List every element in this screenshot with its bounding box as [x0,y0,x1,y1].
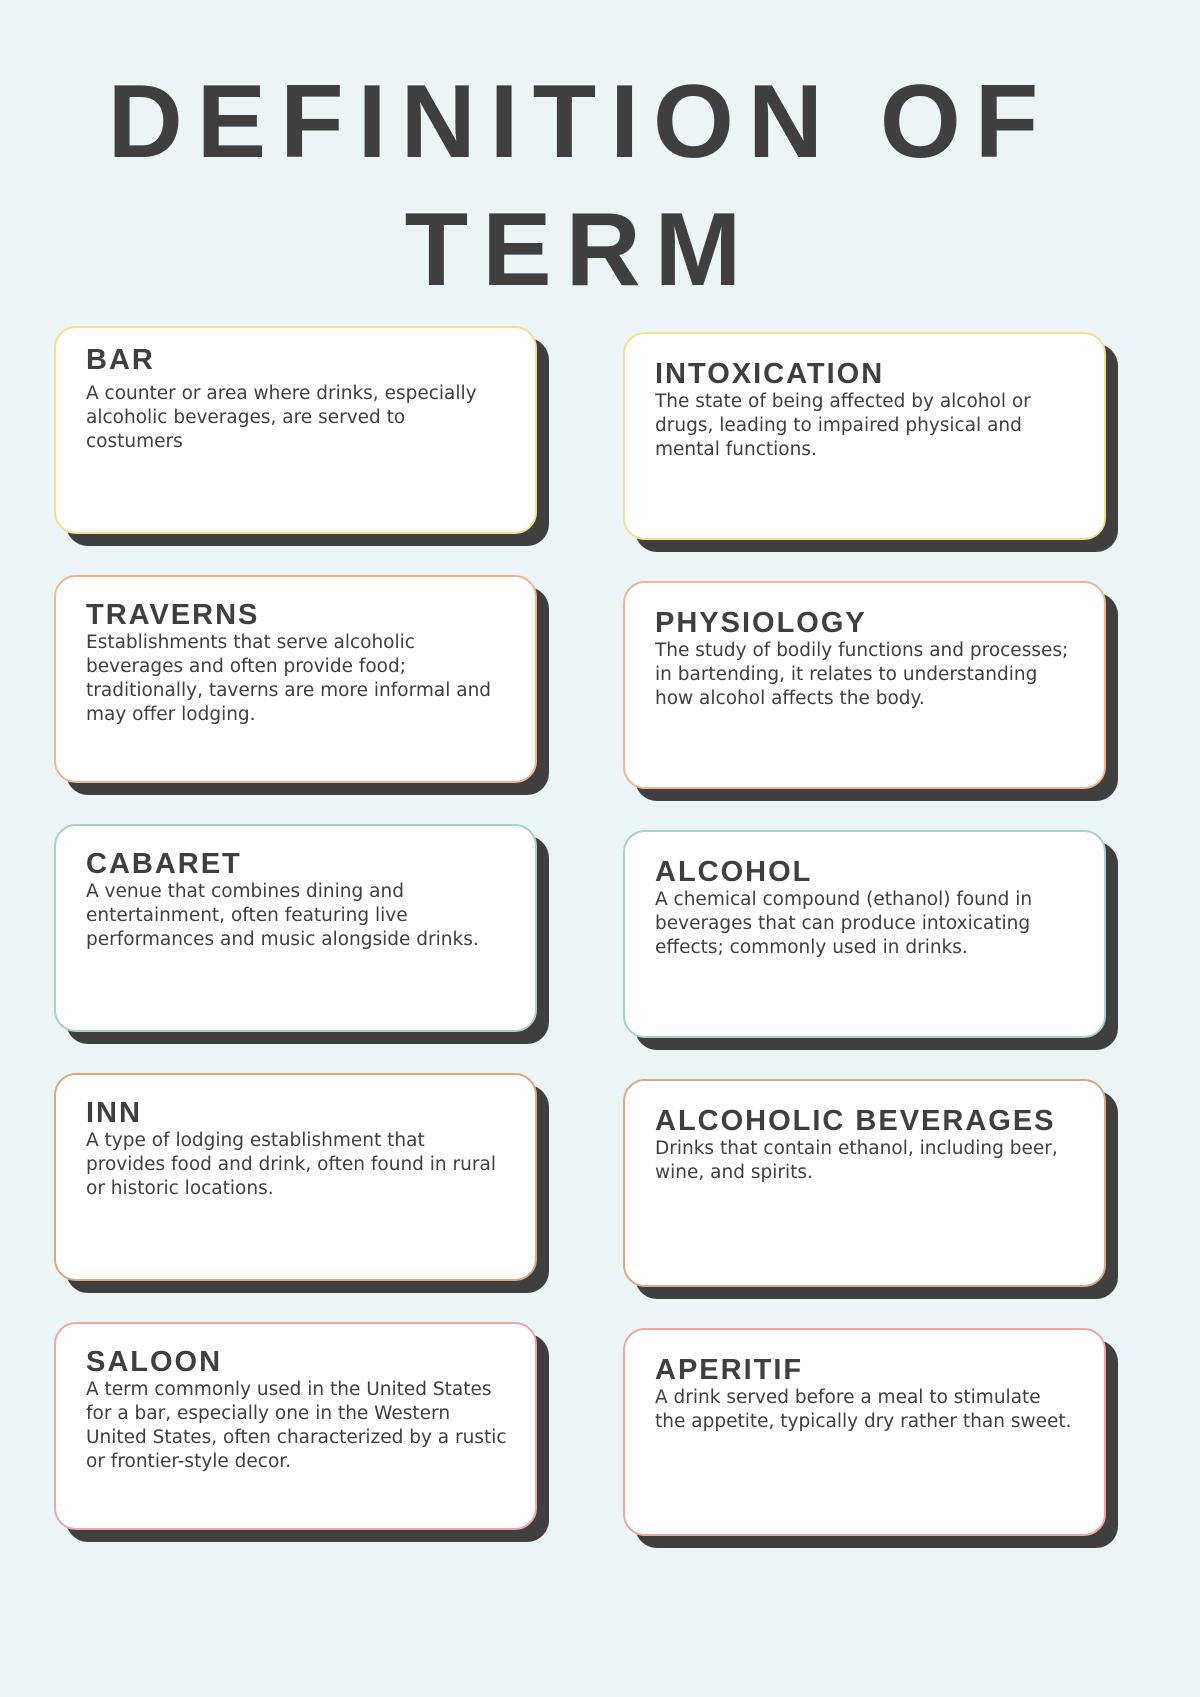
card-body [623,332,1106,540]
term-title: SALOON [86,1346,223,1378]
card-body [54,575,537,783]
term-title: CABARET [86,848,242,880]
term-title: INTOXICATION [655,358,885,390]
term-definition: A type of lodging establishment that provides food and drink, often found in rural or historic locations. [86,1130,496,1199]
term-card-intoxication [623,332,1106,540]
term-card-alcohol [623,830,1106,1038]
card-body [54,326,537,534]
term-title: ALCOHOLIC BEVERAGES [655,1105,1056,1137]
term-card-aperitif [623,1328,1106,1536]
term-definition: A term commonly used in the United States for a bar, especially one in the Western United States, often characterized by a rustic or frontier-style decor. [86,1379,507,1472]
card-body [54,1073,537,1281]
term-definition: A chemical compound (ethanol) found in beverages that can produce intoxicating effects; commonly used in drinks. [655,889,1033,958]
card-body [623,1328,1106,1536]
term-card-traverns [54,575,537,783]
term-definition: The study of bodily functions and processes; in bartending, it relates to understanding how alcohol affects the body. [655,640,1069,709]
term-card-physiology [623,581,1106,789]
card-body [623,581,1106,789]
card-body [54,824,537,1032]
term-definition: A drink served before a meal to stimulate the appetite, typically dry rather than sweet. [655,1387,1072,1432]
term-definition: A venue that combines dining and entertainment, often featuring live performances and music alongside drinks. [86,881,479,950]
term-card-cabaret [54,824,537,1032]
term-title: TRAVERNS [86,599,260,631]
term-title: APERITIF [655,1354,804,1386]
term-definition: The state of being affected by alcohol or drugs, leading to impaired physical and mental functions. [655,391,1031,460]
term-card-bar [54,326,537,534]
page-title-line-1: DEFINITION OF [107,64,1053,180]
term-definition: Establishments that serve alcoholic beverages and often provide food; traditionally, taverns are more informal and may offer lodging. [86,632,492,725]
page-title-line-2: TERM [404,192,756,308]
term-title: INN [86,1097,142,1129]
term-definition: A counter or area where drinks, especially alcoholic beverages, are served to costumers [86,383,477,452]
term-card-saloon [54,1322,537,1530]
term-card-alcoholic-beverages [623,1079,1106,1287]
card-body [623,1079,1106,1287]
term-title: PHYSIOLOGY [655,607,867,639]
term-definition: Drinks that contain ethanol, including beer, wine, and spirits. [655,1138,1058,1183]
card-body [623,830,1106,1038]
term-title: ALCOHOL [655,856,813,888]
term-card-inn [54,1073,537,1281]
card-body [54,1322,537,1530]
term-title: BAR [86,344,155,376]
page-title [0,58,1160,314]
